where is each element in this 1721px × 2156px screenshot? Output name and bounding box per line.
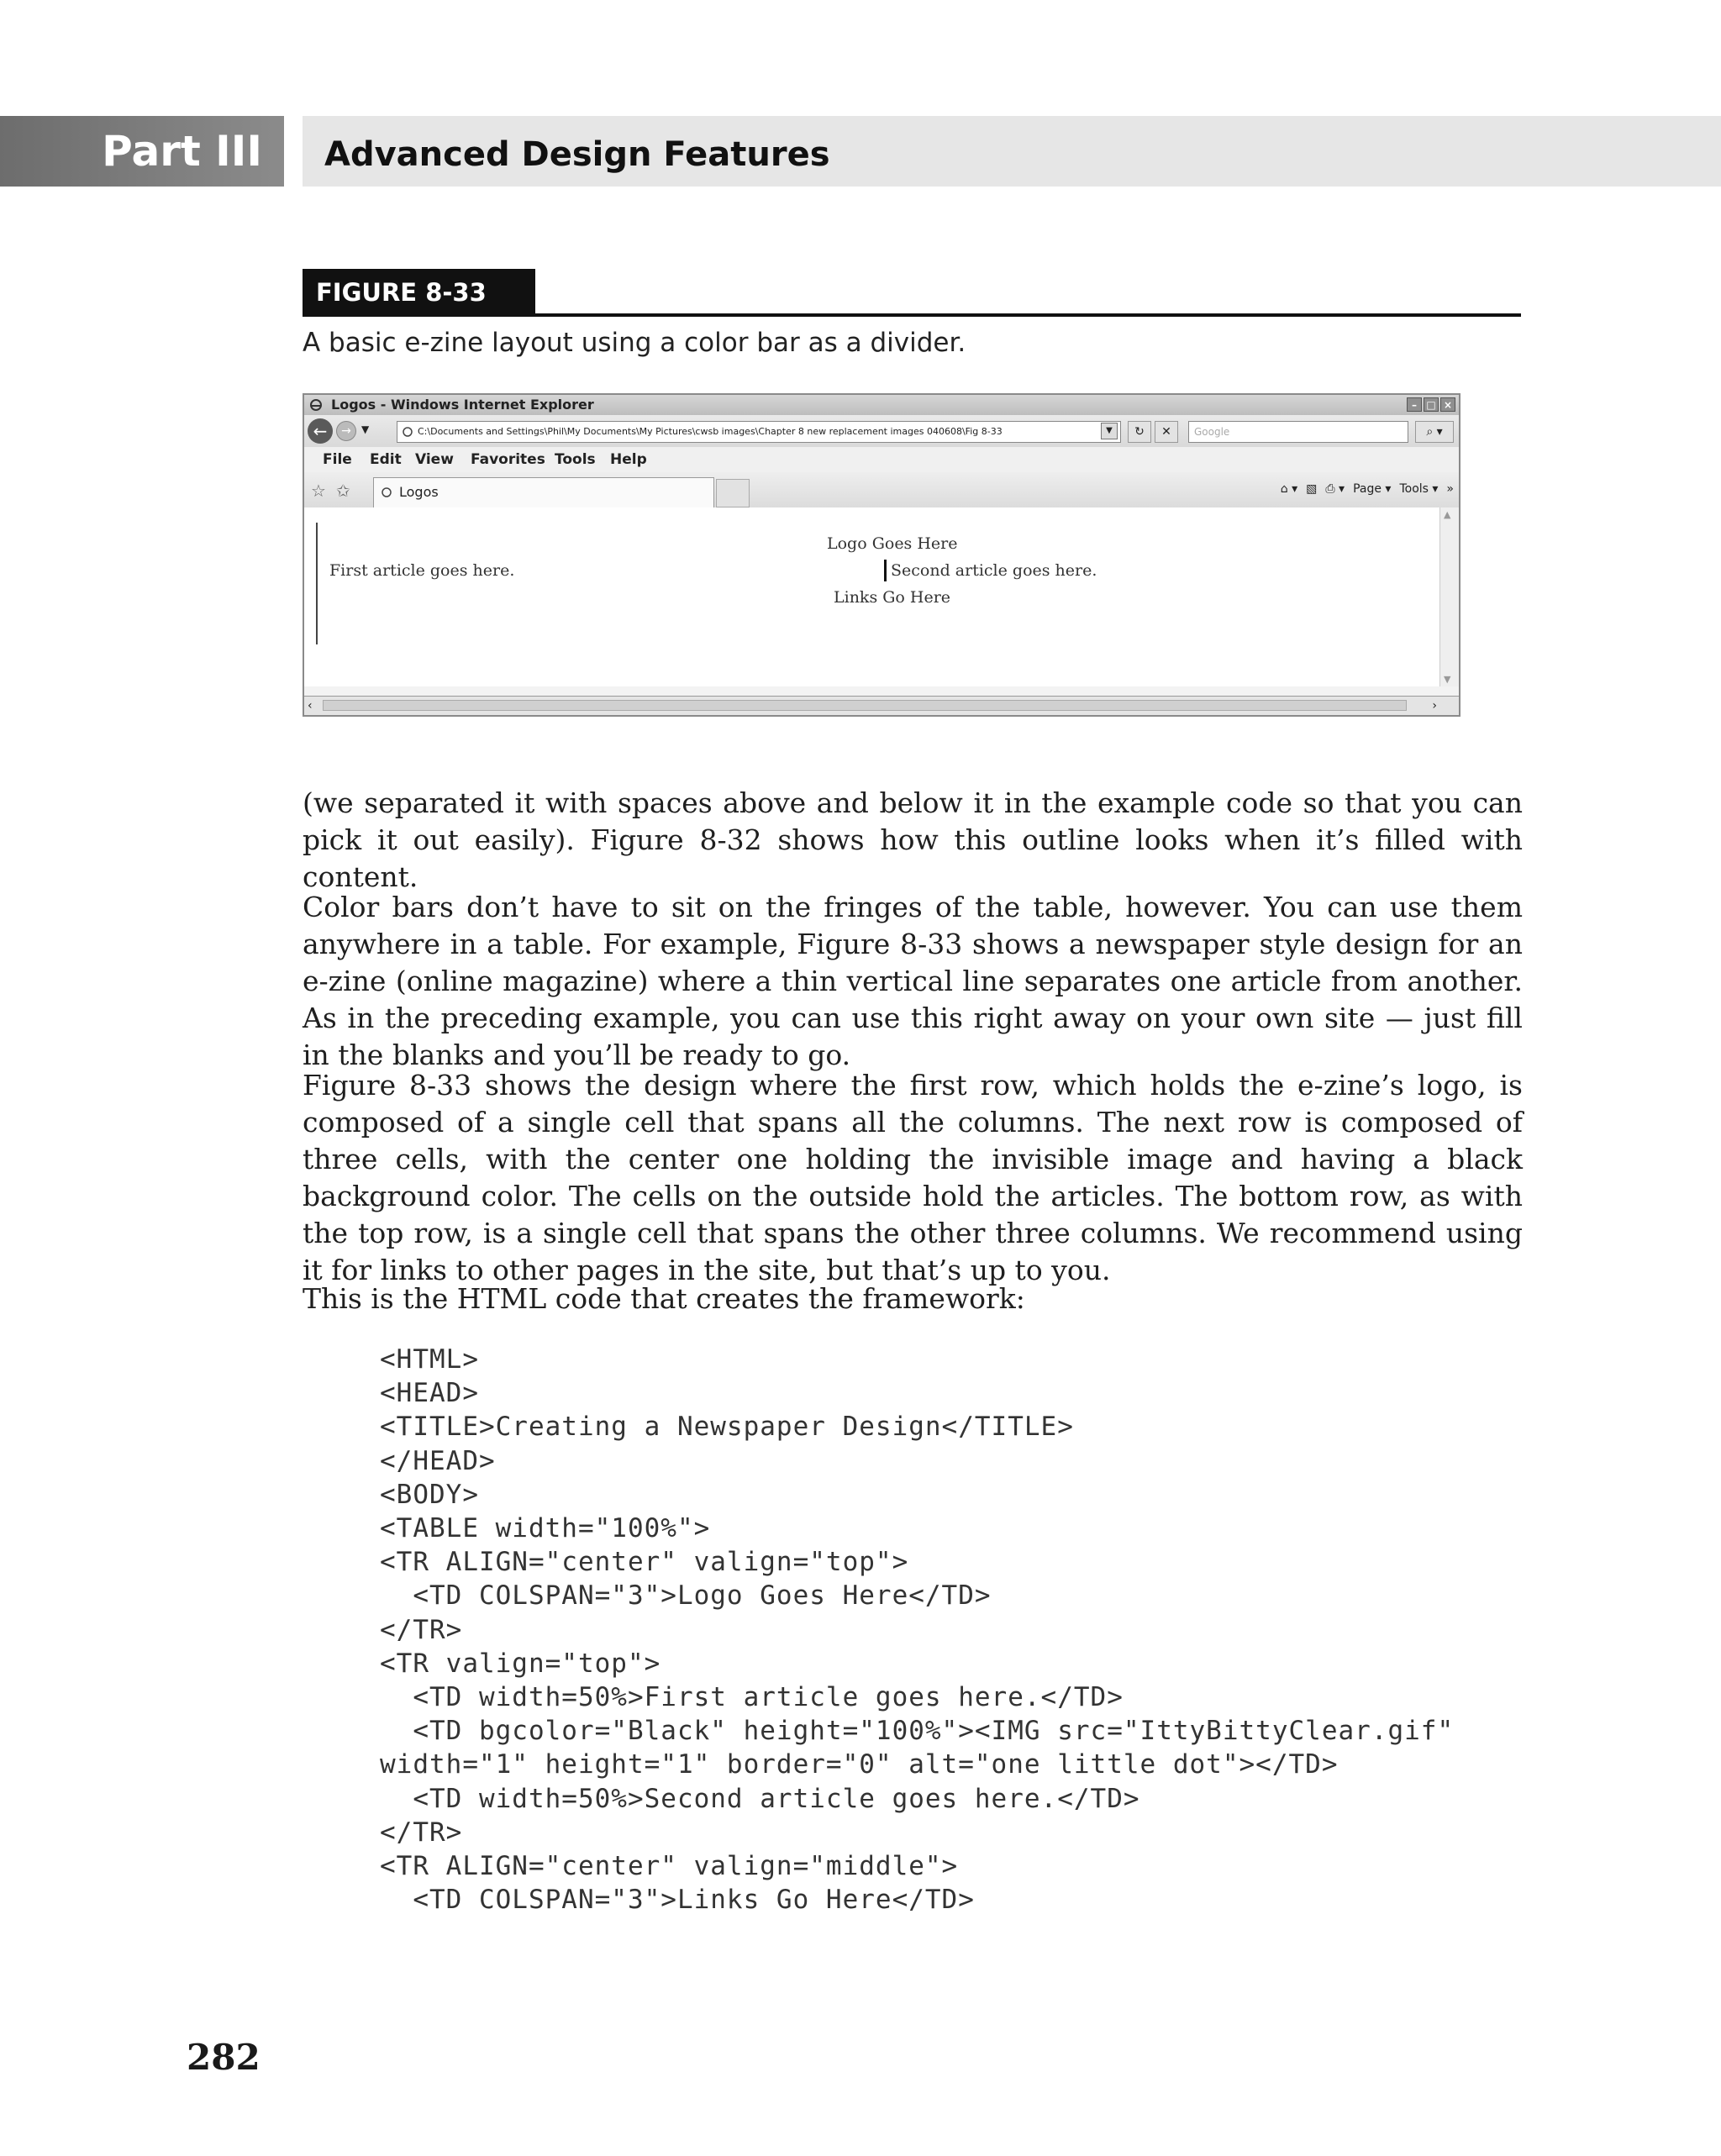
chevron-right-icon[interactable]: » xyxy=(1446,482,1454,496)
stop-icon[interactable]: ✕ xyxy=(1155,421,1178,443)
print-icon[interactable]: ⎙ ▾ xyxy=(1325,482,1345,496)
menu-edit[interactable]: Edit xyxy=(370,451,402,468)
part-label: Part III xyxy=(0,116,284,187)
search-icon[interactable]: ⌕ ▾ xyxy=(1415,421,1454,443)
browser-titlebar xyxy=(304,395,1459,415)
back-button[interactable]: ← xyxy=(308,418,333,444)
page-content xyxy=(304,507,1444,686)
first-article: First article goes here. xyxy=(329,561,515,580)
minimize-icon[interactable]: – xyxy=(1407,397,1422,412)
refresh-icon[interactable]: ↻ xyxy=(1128,421,1151,443)
tab-logos[interactable] xyxy=(373,477,714,507)
scroll-up-icon[interactable]: ▲ xyxy=(1444,509,1451,520)
menu-bar xyxy=(304,447,1459,472)
vertical-scrollbar[interactable] xyxy=(1439,507,1459,686)
tab-label: Logos xyxy=(399,484,439,500)
url-dropdown-icon[interactable]: ▼ xyxy=(1101,423,1118,439)
url-text: C:\Documents and Settings\Phil\My Documents\My Pictures\cwsb images\Chapter 8 new replacement images 040608\Fig 8-33 xyxy=(418,426,1003,437)
paragraph-1: (we separated it with spaces above and below it in the example code so that you can pick it out easily). Figure 8-32 shows how this outline looks when it’s filled with content. xyxy=(303,786,1523,893)
tools-menu[interactable]: Tools ▾ xyxy=(1399,482,1439,496)
page-icon xyxy=(381,486,392,498)
scroll-down-icon[interactable]: ▼ xyxy=(1444,674,1451,685)
paragraph-4: This is the HTML code that creates the framework: xyxy=(303,1282,1025,1315)
chapter-title: Advanced Design Features xyxy=(303,116,1721,187)
second-article: Second article goes here. xyxy=(891,561,1097,580)
scroll-right-icon[interactable]: › xyxy=(1432,699,1437,713)
address-bar xyxy=(304,415,1459,447)
figure-label: FIGURE 8-33 xyxy=(303,269,535,317)
scroll-thumb[interactable] xyxy=(323,700,1407,711)
page-number: 282 xyxy=(187,2037,261,2078)
color-bar-divider xyxy=(884,560,887,581)
scroll-left-icon[interactable]: ‹ xyxy=(308,699,313,713)
browser-screenshot xyxy=(303,393,1460,717)
page-icon xyxy=(402,426,413,438)
forward-button[interactable]: → xyxy=(336,421,356,441)
home-icon[interactable]: ⌂ ▾ xyxy=(1280,482,1298,496)
menu-file[interactable]: File xyxy=(323,451,352,468)
window-controls xyxy=(1407,397,1455,412)
url-input[interactable] xyxy=(397,421,1121,443)
content-left-line xyxy=(316,523,318,644)
paragraph-2: Color bars don’t have to sit on the fringes of the table, however. You can use them anywhere in a table. For example, Figure 8-33 shows a newspaper style design for an e-zine (online magazine) where a thin vertical line separates one article from another. As in the preceding example, you can use this right away on your own site — just fill in the blanks and you’ll be ready to go. xyxy=(303,891,1523,1071)
menu-help[interactable]: Help xyxy=(610,451,647,468)
feeds-icon[interactable]: ▧ xyxy=(1306,482,1318,496)
tab-bar xyxy=(304,472,1459,508)
menu-tools[interactable]: Tools xyxy=(555,451,596,468)
figure-rule xyxy=(303,313,1521,317)
menu-favorites[interactable]: Favorites xyxy=(471,451,545,468)
add-favorites-icon[interactable]: ✩ xyxy=(336,481,350,501)
command-bar xyxy=(1281,479,1454,499)
favorites-star-icon[interactable]: ☆ xyxy=(311,481,326,501)
maximize-icon[interactable]: □ xyxy=(1424,397,1439,412)
links-placeholder: Links Go Here xyxy=(834,588,951,607)
logo-placeholder: Logo Goes Here xyxy=(827,534,958,553)
horizontal-scrollbar[interactable] xyxy=(304,696,1459,715)
new-tab-button[interactable] xyxy=(716,479,750,507)
page-menu[interactable]: Page ▾ xyxy=(1353,482,1392,496)
code-listing: <HTML> <HEAD> <TITLE>Creating a Newspaper Design</TITLE> </HEAD> <BODY> <TABLE width="100%"> <TR ALIGN="center" valign="top"> <TD COLSPAN="3">Logo Goes Here</TD> </TR> <TR valign="top"> <TD width=50%>First article goes here.</TD> <TD bgcolor="Black" height="100%"><IMG src="IttyBittyClear.gif" width="1" height="1" border="0" alt="one little dot"></TD> <TD width=50%>Second article goes here.</TD> </TR> <TR ALIGN="center" valign="middle"> <TD COLSPAN="3">Links Go Here</TD> xyxy=(380,1344,1455,1916)
browser-title: Logos - Windows Internet Explorer xyxy=(331,397,594,413)
paragraph-3: Figure 8-33 shows the design where the first row, which holds the e-zine’s logo, is composed of a single cell that spans all the columns. The next row is composed of three cells, with the center one holding the invisible image and having a black background color. The cells on the outside hold the articles. The bottom row, as with the top row, is a single cell that spans the other three columns. We recommend using it for links to other pages in the site, but that’s up to you. xyxy=(303,1069,1523,1286)
ie-logo-icon xyxy=(309,398,323,412)
history-dropdown-icon[interactable]: ▼ xyxy=(361,423,370,435)
search-input[interactable]: Google xyxy=(1188,421,1408,443)
figure-caption: A basic e-zine layout using a color bar as a divider. xyxy=(303,328,966,358)
close-icon[interactable]: × xyxy=(1440,397,1455,412)
menu-view[interactable]: View xyxy=(415,451,454,468)
